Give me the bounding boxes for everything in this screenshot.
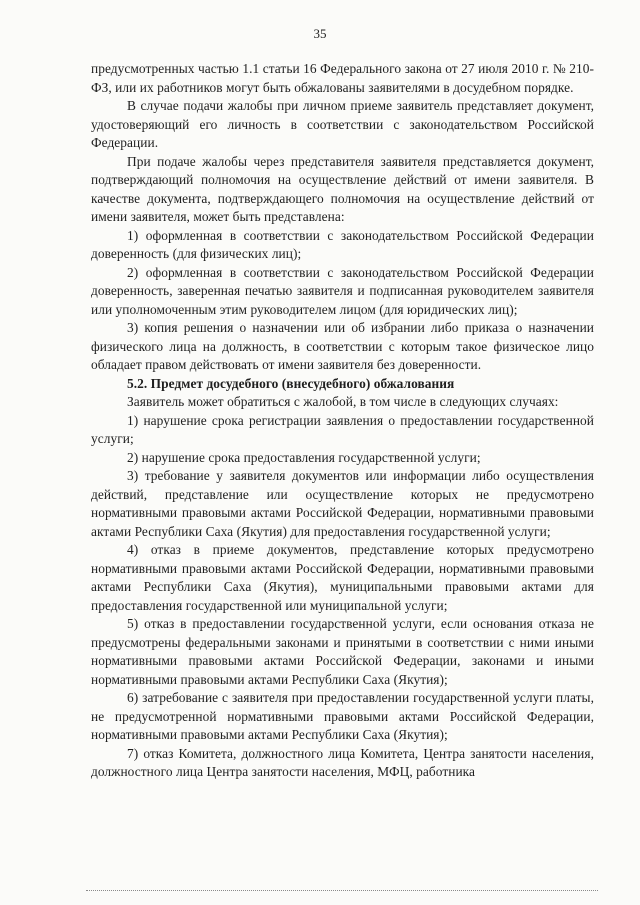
paragraph: 4) отказ в приеме документов, представление которых предусмотрено нормативными правовыми актами Российской Федерации, нормативными правовыми актами Республики Саха (Якутия), муниципальными правовыми актами для предоставления государственной или муниципальной услуги; — [91, 542, 594, 613]
paragraph: 3) копия решения о назначении или об избрании либо приказа о назначении физического лица на должность, в соответствии с которым такое физическое лицо обладает правом действовать от имени заявителя без доверенности. — [91, 320, 594, 372]
paragraph: 6) затребование с заявителя при предоставлении государственной услуги платы, не предусмотренной нормативными правовыми актами Российской Федерации, нормативными правовыми актами Республики Саха (Якутия); — [91, 690, 594, 742]
paragraph: 1) нарушение срока регистрации заявления о предоставлении государственной услуги; — [91, 412, 594, 446]
paragraph: 1) оформленная в соответствии с законодательством Российской Федерации доверенность (для физических лиц); — [91, 227, 594, 261]
page-number: 35 — [313, 26, 327, 41]
paragraph: 3) требование у заявителя документов или информации либо осуществления действий, представление или осуществление которых не предусмотрено нормативными правовыми актами Российской Федерации, нормативными правовыми актами Республики Саха (Якутия) для предоставления государственной услуги; — [91, 468, 594, 539]
section-heading: 5.2. Предмет досудебного (внесудебного) обжалования — [127, 375, 455, 391]
document-body — [91, 60, 594, 782]
footer-divider — [86, 890, 598, 891]
paragraph: Заявитель может обратиться с жалобой, в том числе в следующих случаях: — [127, 394, 559, 409]
paragraph: При подаче жалобы через представителя заявителя представляется документ, подтверждающий полномочия на осуществление действий от имени заявителя. В качестве документа, подтверждающего полномочия на осуществление действий от имени заявителя, может быть представлена: — [91, 153, 594, 224]
paragraph: 7) отказ Комитета, должностного лица Комитета, Центра занятости населения, должностного лица Центра занятости населения, МФЦ, работника — [91, 745, 594, 779]
paragraph: 2) нарушение срока предоставления государственной услуги; — [127, 449, 481, 465]
paragraph: предусмотренных частью 1.1 статьи 16 Федерального закона от 27 июля 2010 г. № 210-ФЗ, или их работников могут быть обжалованы заявителями в досудебном порядке. — [91, 61, 594, 95]
paragraph: 5) отказ в предоставлении государственной услуги, если основания отказа не предусмотрены федеральными законами и принятыми в соответствии с ними иными нормативными правовыми актами Российской Федерации, законами и иными нормативными правовыми актами Республики Саха (Якутия); — [91, 616, 594, 687]
paragraph: В случае подачи жалобы при личном приеме заявитель представляет документ, удостоверяющий его личность в соответствии с законодательством Российской Федерации. — [91, 98, 594, 150]
paragraph: 2) оформленная в соответствии с законодательством Российской Федерации доверенность, заверенная печатью заявителя и подписанная руководителем заявителя или уполномоченным этим руководителем лицом (для юридических лиц); — [91, 264, 594, 317]
